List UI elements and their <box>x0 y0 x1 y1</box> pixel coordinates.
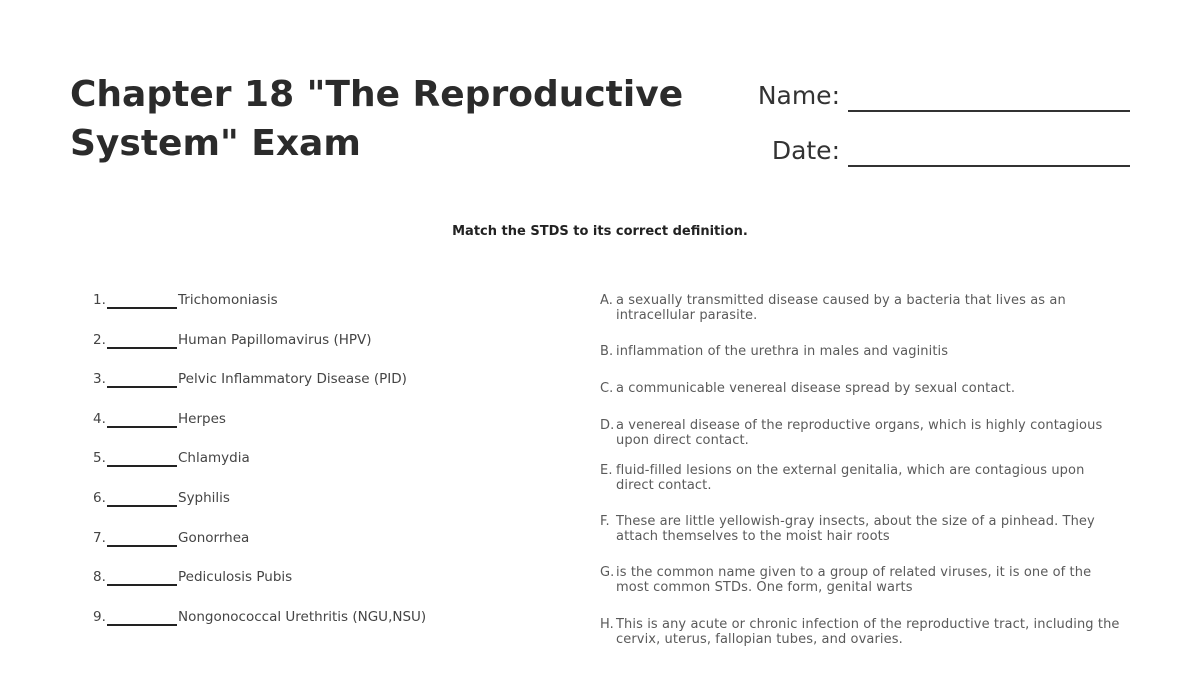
definition-item <box>600 344 1120 359</box>
term-number: 5. <box>93 450 106 467</box>
definition-text: a sexually transmitted disease caused by a bacteria that lives as an intracellular parasite. <box>616 293 1066 323</box>
term-item <box>93 332 426 372</box>
definition-item <box>600 565 1120 595</box>
definition-text: a communicable venereal disease spread by sexual contact. <box>616 381 1016 396</box>
date-label: Date: <box>771 136 840 165</box>
definition-text: a venereal disease of the reproductive organs, which is highly contagious upon direct contact. <box>616 418 1103 448</box>
definition-letter: H. <box>600 617 614 632</box>
term-label: Human Papillomavirus (HPV) <box>178 331 372 348</box>
definition-text: is the common name given to a group of related viruses, it is one of the most common STDs. One form, genital warts <box>616 565 1092 595</box>
term-label: Chlamydia <box>178 450 250 467</box>
definition-letter: C. <box>600 381 614 396</box>
definitions-list <box>600 293 1120 647</box>
definition-letter: A. <box>600 293 613 308</box>
answer-blank[interactable] <box>107 332 177 349</box>
definition-item <box>600 418 1120 448</box>
definition-text: This is any acute or chronic infection of the reproductive tract, including the cervix, uterus, fallopian tubes, and ovaries. <box>616 617 1120 647</box>
terms-list <box>93 292 426 648</box>
answer-blank[interactable] <box>107 490 177 507</box>
answer-blank[interactable] <box>107 530 177 547</box>
term-number: 8. <box>93 569 106 586</box>
term-number: 7. <box>93 529 106 546</box>
definition-letter: E. <box>600 463 613 478</box>
name-label: Name: <box>757 81 840 110</box>
name-field <box>745 74 1130 112</box>
definition-item <box>600 381 1120 396</box>
term-number: 4. <box>93 410 106 427</box>
term-item <box>93 609 426 649</box>
date-field <box>745 129 1130 167</box>
term-number: 1. <box>93 292 106 308</box>
term-number: 3. <box>93 371 106 388</box>
answer-blank[interactable] <box>107 569 177 586</box>
answer-blank[interactable] <box>107 609 177 626</box>
term-item <box>93 411 426 451</box>
definition-letter: B. <box>600 344 614 359</box>
term-label: Pelvic Inflammatory Disease (PID) <box>178 371 407 388</box>
term-label: Gonorrhea <box>178 529 250 546</box>
definition-text: These are little yellowish-gray insects, about the size of a pinhead. They attach themselves to the moist hair roots <box>616 514 1095 544</box>
term-item <box>93 490 426 530</box>
name-blank-line[interactable] <box>848 74 1130 112</box>
answer-blank[interactable] <box>107 371 177 388</box>
definition-letter: G. <box>600 565 615 580</box>
term-label: Syphilis <box>178 489 230 506</box>
exam-title-line-1: Chapter 18 "The Reproductive <box>70 74 684 115</box>
instructions: Match the STDS to its correct definition. <box>452 224 748 239</box>
term-item <box>93 530 426 570</box>
definition-letter: D. <box>600 418 615 433</box>
term-label: Nongonococcal Urethritis (NGU,NSU) <box>178 608 427 625</box>
definition-letter: F. <box>600 514 610 529</box>
definition-item <box>600 514 1120 544</box>
term-number: 2. <box>93 331 106 348</box>
term-number: 6. <box>93 489 106 506</box>
term-item <box>93 292 426 332</box>
exam-title <box>70 70 710 168</box>
definition-text: fluid-filled lesions on the external genitalia, which are contagious upon direct contact. <box>616 463 1085 493</box>
definition-item <box>600 617 1120 647</box>
term-item <box>93 569 426 609</box>
definition-item <box>600 463 1120 493</box>
answer-blank[interactable] <box>107 411 177 428</box>
term-label: Herpes <box>178 410 226 427</box>
term-item <box>93 450 426 490</box>
exam-title-line-2: System" Exam <box>70 123 361 164</box>
definition-text: inflammation of the urethra in males and vaginitis <box>616 344 949 359</box>
term-label: Trichomoniasis <box>178 292 278 308</box>
answer-blank[interactable] <box>107 292 177 309</box>
term-item <box>93 371 426 411</box>
answer-blank[interactable] <box>107 450 177 467</box>
definition-item <box>600 293 1120 323</box>
term-number: 9. <box>93 608 106 625</box>
term-label: Pediculosis Pubis <box>178 569 293 586</box>
date-blank-line[interactable] <box>848 129 1130 167</box>
